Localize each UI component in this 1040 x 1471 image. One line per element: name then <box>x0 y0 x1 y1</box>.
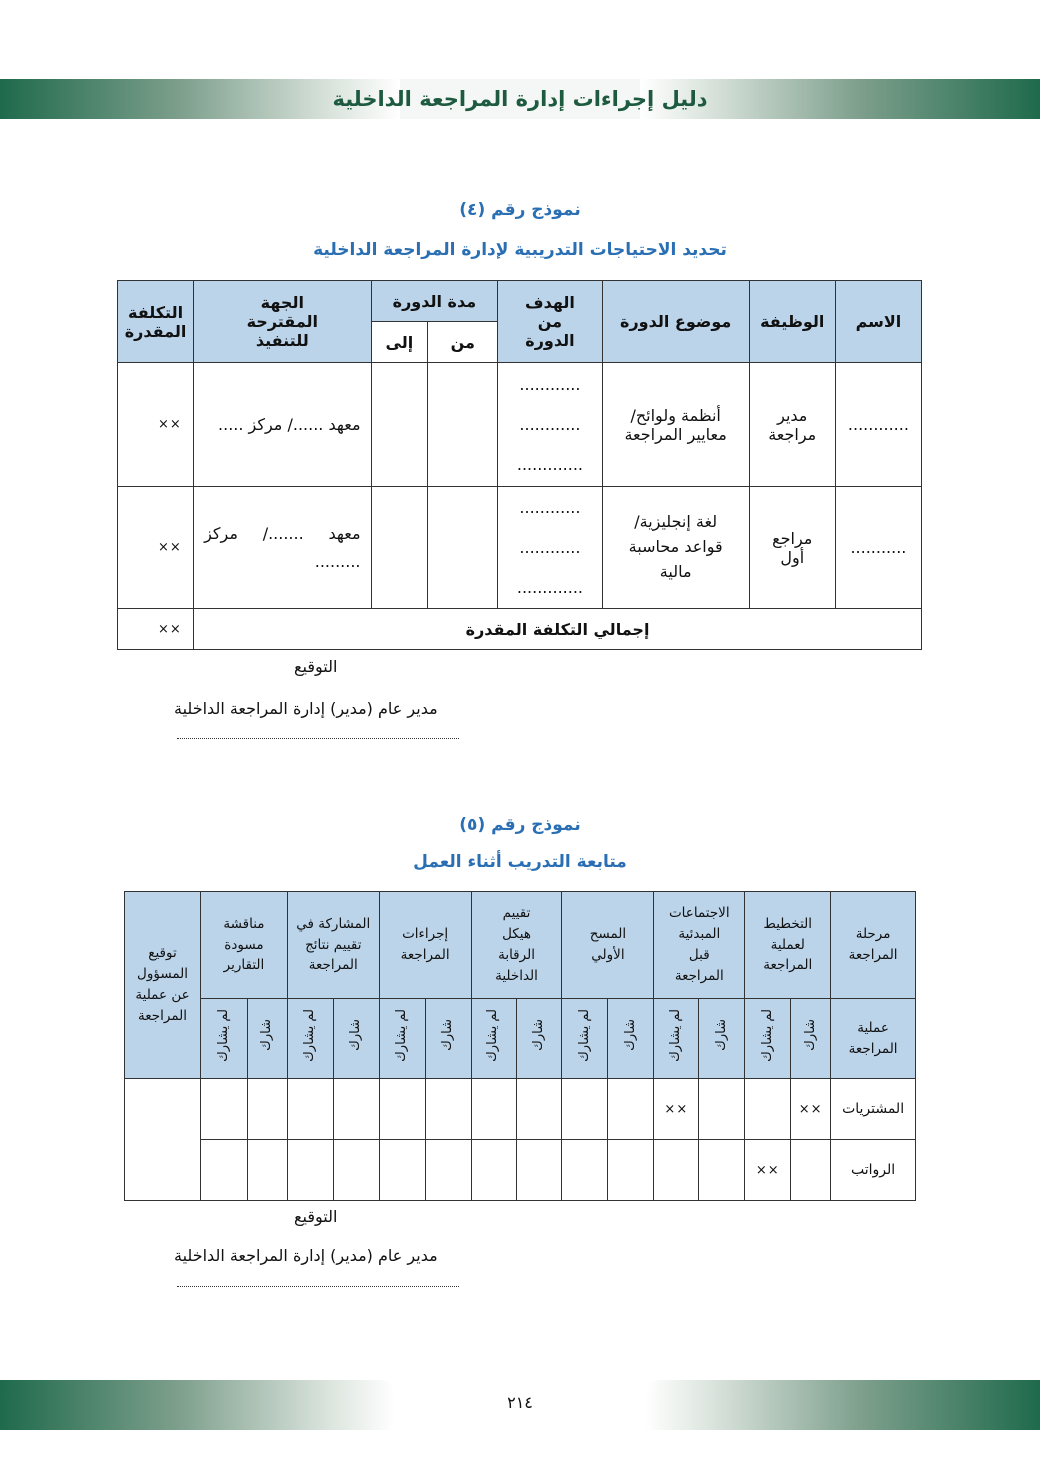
form4-signature-label: التوقيع <box>294 657 338 676</box>
header-provider: الجهة المقترحة للتنفيذ <box>194 281 371 363</box>
header-not-participated: لم يشارك <box>287 999 333 1079</box>
total-value: ×× <box>118 609 194 650</box>
cell-mark[interactable]: ×× <box>654 1079 699 1140</box>
goal-line: ............ <box>519 414 581 434</box>
header-from: من <box>428 322 498 363</box>
cell-provider: معهد ....../ مركز ..... <box>194 363 371 487</box>
header-participated: شارك <box>425 999 471 1079</box>
goal-line: ............. <box>516 577 583 597</box>
table-row <box>118 487 922 609</box>
form4-signature-line[interactable] <box>177 738 459 739</box>
cell-mark[interactable] <box>379 1140 425 1201</box>
cell-mark[interactable]: ×× <box>791 1079 831 1140</box>
cell-mark[interactable] <box>333 1079 379 1140</box>
cell-mark[interactable] <box>287 1140 333 1201</box>
cell-mark[interactable] <box>745 1079 791 1140</box>
cell-mark[interactable] <box>471 1079 516 1140</box>
header-stage-survey: المسح الأولي <box>562 892 654 999</box>
header-not-participated: لم يشارك <box>562 999 608 1079</box>
header-stage-control: تقييم هيكل الرقابة الداخلية <box>471 892 562 999</box>
cell-topic: أنظمة ولوائح/ معايير المراجعة <box>602 363 749 487</box>
cell-mark[interactable] <box>516 1079 562 1140</box>
header-participated: شارك <box>516 999 562 1079</box>
cell-mark[interactable] <box>608 1140 654 1201</box>
cell-cost: ×× <box>118 363 194 487</box>
goal-line: ............. <box>516 454 583 474</box>
header-stage-reports: مناقشة مسودة التقارير <box>201 892 288 999</box>
goal-line: ............ <box>519 374 581 394</box>
form5-number-title: نموذج رقم (٥) <box>459 815 581 835</box>
header-not-participated: لم يشارك <box>471 999 516 1079</box>
cell-topic: لغة إنجليزية/ قواعد محاسبة مالية <box>602 487 749 609</box>
header-participated: شارك <box>699 999 745 1079</box>
cell-mark[interactable] <box>562 1140 608 1201</box>
cell-process: الرواتب <box>831 1140 916 1201</box>
cell-mark[interactable] <box>333 1140 379 1201</box>
header-name: الاسم <box>835 281 921 363</box>
cell-to <box>371 363 428 487</box>
header-topic: موضوع الدورة <box>602 281 749 363</box>
cell-from <box>428 363 498 487</box>
cell-from <box>428 487 498 609</box>
header-goal: الهدف من الدورة <box>498 281 602 363</box>
cell-to <box>371 487 428 609</box>
header-not-participated: لم يشارك <box>379 999 425 1079</box>
cell-goal <box>498 363 602 487</box>
form5-signature-line[interactable] <box>177 1286 459 1287</box>
total-row <box>118 609 922 650</box>
cell-mark[interactable] <box>247 1140 287 1201</box>
table-row <box>118 363 922 487</box>
header-signature: توقيع المسؤول عن عملية المراجعة <box>125 892 201 1079</box>
header-participated: شارك <box>608 999 654 1079</box>
cell-mark[interactable]: ×× <box>745 1140 791 1201</box>
header-job: الوظيفة <box>749 281 835 363</box>
cell-mark[interactable] <box>201 1079 248 1140</box>
cell-process: المشتريات <box>831 1079 916 1140</box>
goal-line: ............ <box>519 497 581 517</box>
form4-number-title: نموذج رقم (٤) <box>459 200 581 220</box>
header-to: إلى <box>371 322 428 363</box>
cell-mark[interactable] <box>699 1140 745 1201</box>
cell-mark[interactable] <box>471 1140 516 1201</box>
cell-mark[interactable] <box>562 1079 608 1140</box>
header-stage-procedures: إجراءات المراجعة <box>379 892 471 999</box>
cell-mark[interactable] <box>201 1140 248 1201</box>
header-process: عملية المراجعة <box>831 999 916 1079</box>
goal-line: ............ <box>519 537 581 557</box>
header-participated: شارك <box>247 999 287 1079</box>
cell-mark[interactable] <box>287 1079 333 1140</box>
cell-mark[interactable] <box>247 1079 287 1140</box>
total-label: إجمالي التكلفة المقدرة <box>194 609 922 650</box>
header-stage: مرحلة المراجعة <box>831 892 916 999</box>
cell-mark[interactable] <box>699 1079 745 1140</box>
header-participated: شارك <box>333 999 379 1079</box>
cell-mark[interactable] <box>791 1140 831 1201</box>
form5-title: متابعة التدريب أثناء العمل <box>413 852 627 872</box>
header-stage-planning: التخطيط لعملية المراجعة <box>745 892 831 999</box>
cell-goal <box>498 487 602 609</box>
table-row <box>125 1079 916 1140</box>
header-stage-results: المشاركة في تقييم نتائج المراجعة <box>287 892 379 999</box>
cell-mark[interactable] <box>608 1079 654 1140</box>
form5-signature-label: التوقيع <box>294 1207 338 1226</box>
cell-job: مراجع أول <box>749 487 835 609</box>
training-needs-table <box>117 280 922 650</box>
form4-title: تحديد الاحتياجات التدريبية لإدارة المراجعة الداخلية <box>313 240 727 260</box>
cell-cost: ×× <box>118 487 194 609</box>
page-number: ٢١٤ <box>507 1393 533 1412</box>
header-participated: شارك <box>791 999 831 1079</box>
form4-signer: مدير عام (مدير) إدارة المراجعة الداخلية <box>174 699 438 718</box>
cell-mark[interactable] <box>516 1140 562 1201</box>
cell-mark[interactable] <box>425 1079 471 1140</box>
cell-name: ........... <box>835 487 921 609</box>
cell-job: مدير مراجعة <box>749 363 835 487</box>
header-cost: التكلفة المقدرة <box>118 281 194 363</box>
cell-provider: معهد ......./ مركز ......... <box>194 487 371 609</box>
cell-signature[interactable] <box>125 1079 201 1201</box>
table-row <box>125 1140 916 1201</box>
document-title: دليل إجراءات إدارة المراجعة الداخلية <box>332 87 708 111</box>
form5-signer: مدير عام (مدير) إدارة المراجعة الداخلية <box>174 1246 438 1265</box>
header-not-participated: لم يشارك <box>745 999 791 1079</box>
training-followup-table <box>124 891 916 1201</box>
header-stage-meetings: الاجتماعات المبدئية قبل المراجعة <box>654 892 745 999</box>
header-not-participated: لم يشارك <box>201 999 248 1079</box>
header-not-participated: لم يشارك <box>654 999 699 1079</box>
cell-mark[interactable] <box>654 1140 699 1201</box>
header-duration: مدة الدورة <box>371 281 498 322</box>
cell-mark[interactable] <box>379 1079 425 1140</box>
cell-name: ............ <box>835 363 921 487</box>
cell-mark[interactable] <box>425 1140 471 1201</box>
